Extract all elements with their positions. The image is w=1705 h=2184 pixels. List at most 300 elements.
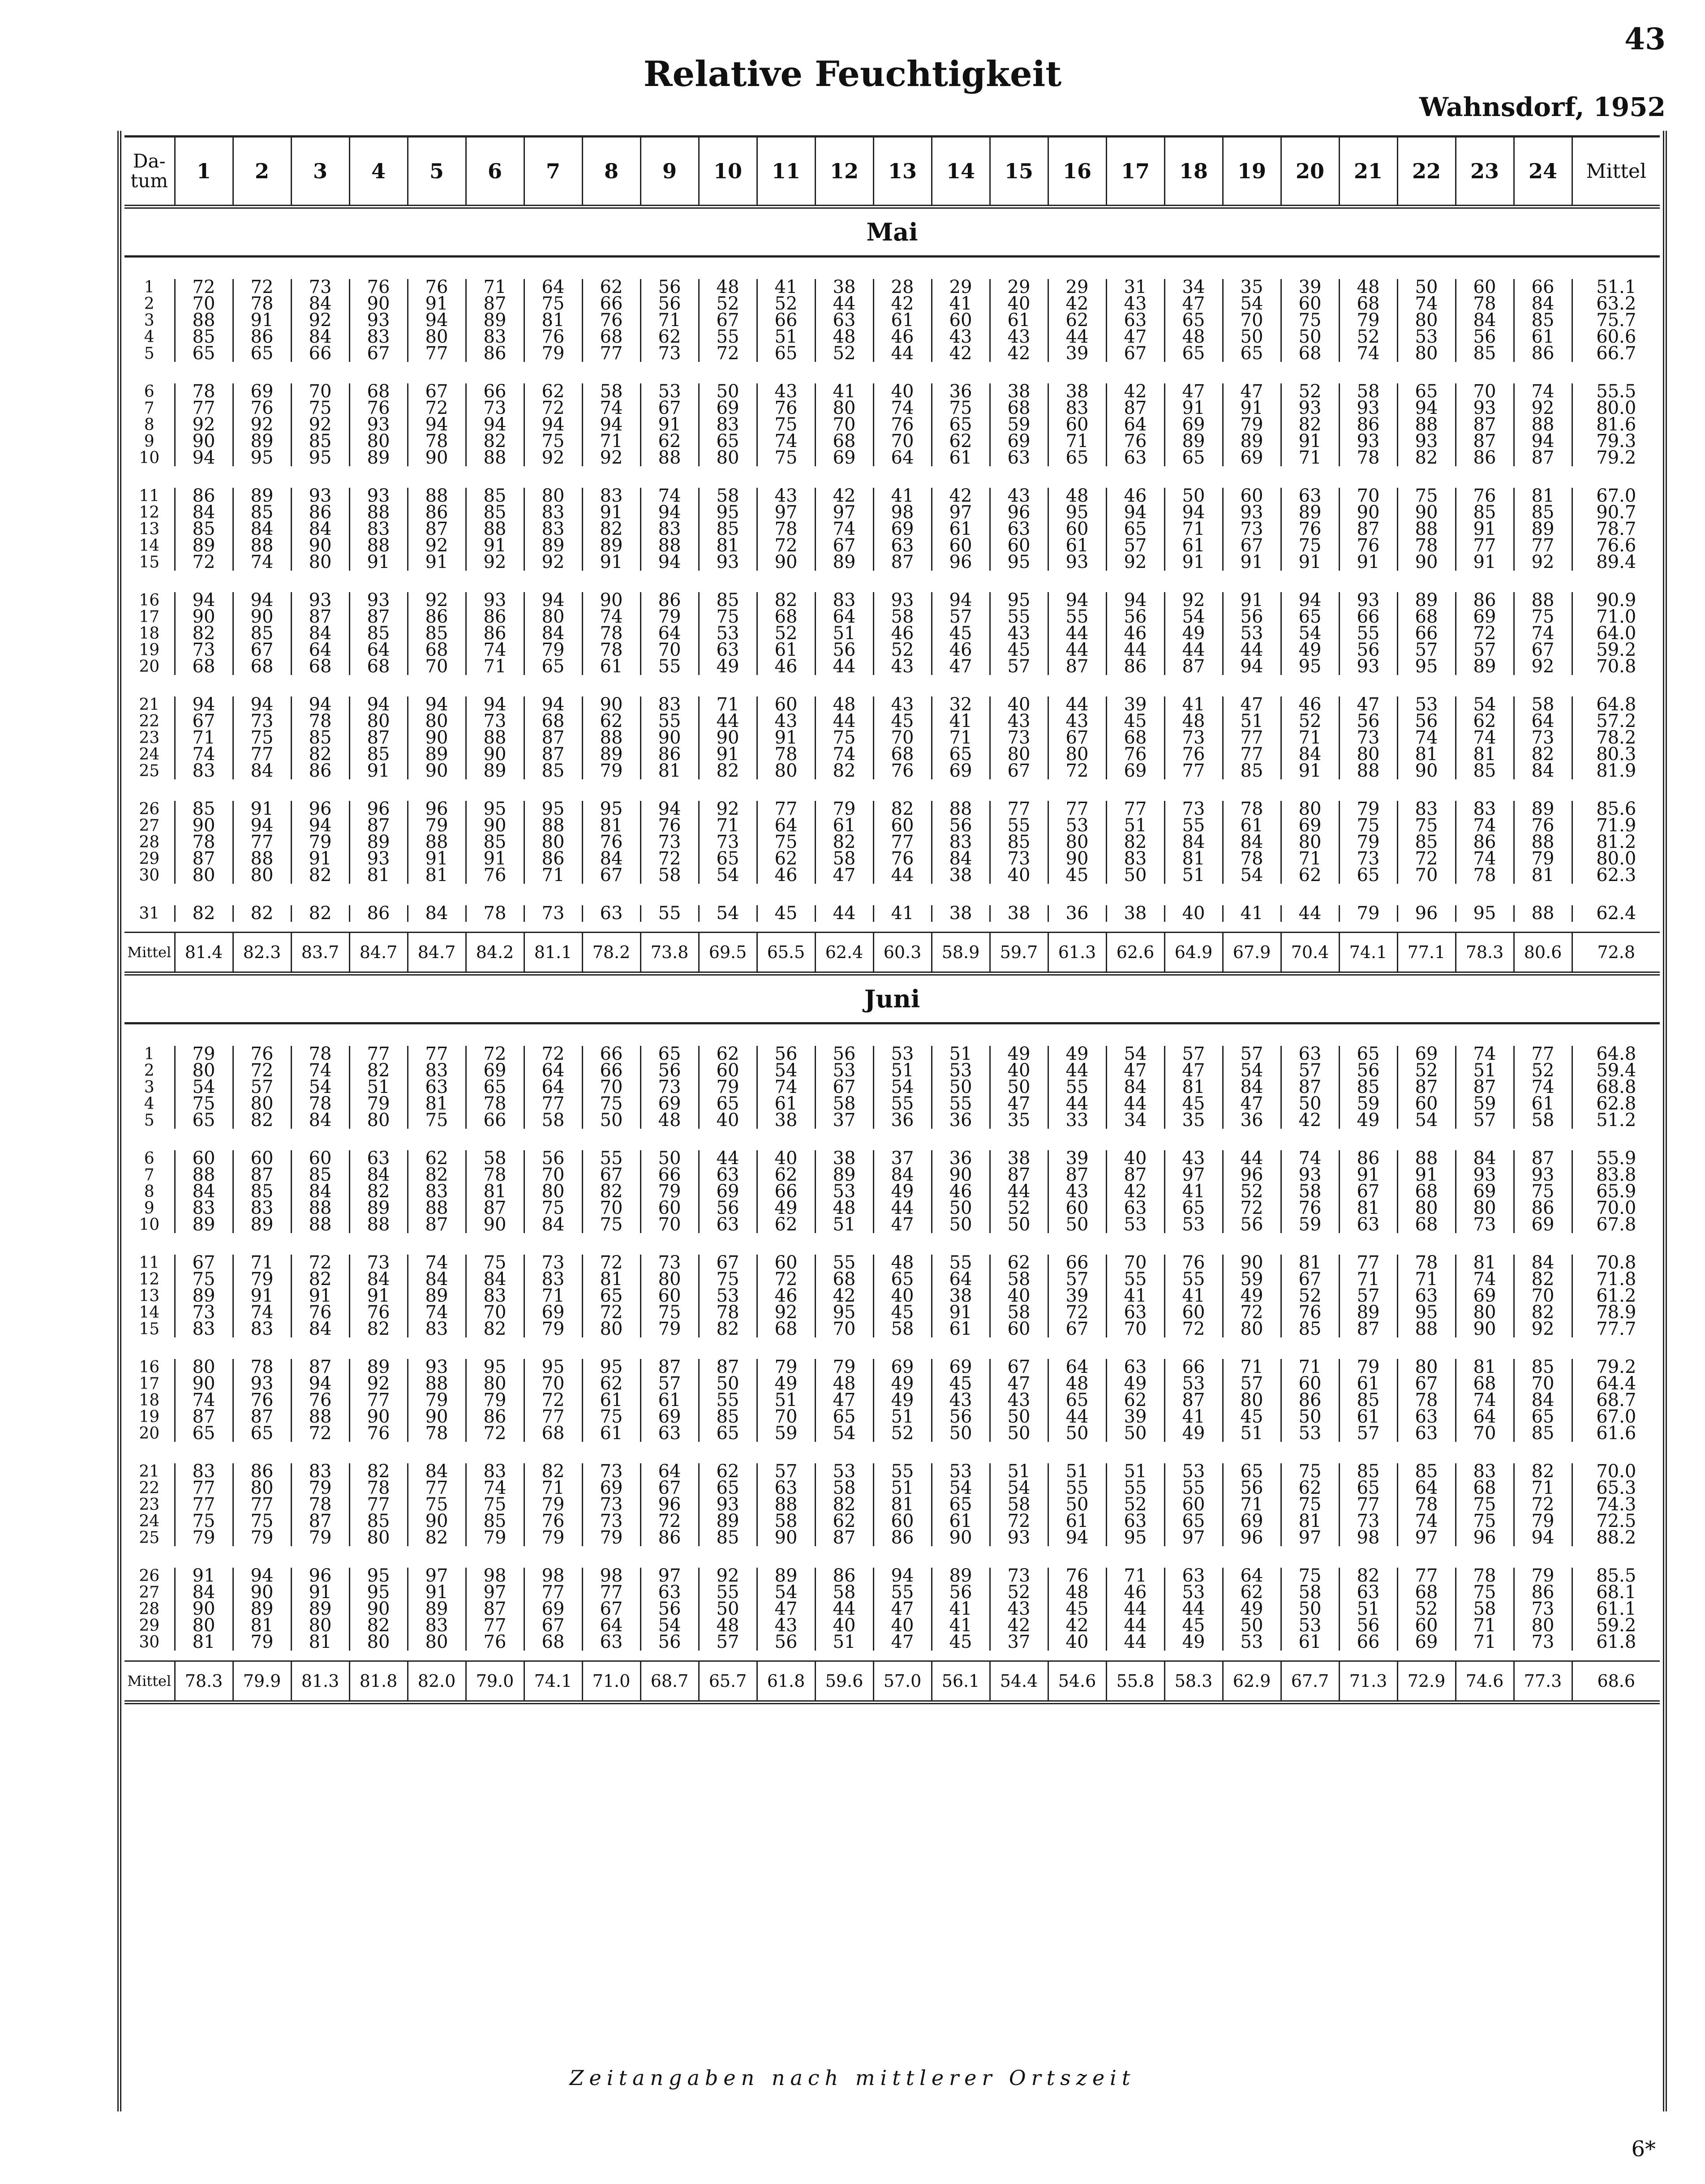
value-cell: 92 — [582, 450, 640, 466]
value-cell: 55 — [873, 1584, 932, 1601]
value-cell: 94 — [233, 1568, 291, 1584]
value-cell: 43 — [990, 329, 1048, 345]
value-cell: 49 — [873, 1376, 932, 1392]
value-cell: 69 — [1456, 1288, 1514, 1304]
value-cell: 39 — [1106, 696, 1164, 713]
value-cell: 82 — [699, 763, 757, 779]
value-cell: 97 — [932, 504, 990, 521]
value-cell: 47 — [1164, 383, 1223, 400]
value-cell: 96 — [1223, 1530, 1281, 1546]
value-cell: 80 — [524, 609, 582, 625]
value-cell: 80 — [175, 1359, 233, 1376]
value-cell: 87 — [1339, 1321, 1397, 1337]
daily-mean-cell: 55.9 — [1572, 1150, 1660, 1167]
value-cell: 81 — [175, 1634, 233, 1651]
value-cell: 85 — [175, 329, 233, 345]
value-cell: 76 — [291, 1392, 349, 1409]
value-cell: 77 — [990, 801, 1048, 817]
value-cell: 49 — [757, 1376, 815, 1392]
value-cell: 60 — [640, 1288, 699, 1304]
value-cell: 61 — [1514, 329, 1572, 345]
hourly-mean-cell: 59.7 — [990, 933, 1048, 974]
value-cell: 63 — [349, 1150, 408, 1167]
value-cell: 90 — [233, 1584, 291, 1601]
value-cell: 61 — [1339, 1409, 1397, 1425]
value-cell: 55 — [873, 1096, 932, 1112]
value-cell: 40 — [1164, 905, 1223, 922]
spacer-row — [125, 1702, 1660, 1754]
value-cell: 91 — [1223, 592, 1281, 609]
value-cell: 86 — [466, 625, 524, 642]
value-cell: 88 — [1397, 521, 1456, 537]
value-cell: 40 — [757, 1150, 815, 1167]
value-cell: 75 — [932, 400, 990, 417]
value-cell: 81 — [1456, 1255, 1514, 1271]
value-cell: 67 — [815, 537, 873, 554]
value-cell: 75 — [815, 730, 873, 746]
value-cell: 68 — [524, 1425, 582, 1442]
value-cell: 77 — [408, 1046, 466, 1062]
value-cell: 70 — [757, 1409, 815, 1425]
value-cell: 88 — [466, 521, 524, 537]
value-cell: 56 — [1339, 1062, 1397, 1079]
value-cell: 78 — [699, 1304, 757, 1321]
value-cell: 54 — [757, 1584, 815, 1601]
value-cell: 50 — [932, 1217, 990, 1233]
value-cell: 77 — [1339, 1496, 1397, 1513]
value-cell: 40 — [873, 383, 932, 400]
value-cell: 47 — [1339, 696, 1397, 713]
hour-header: 23 — [1456, 137, 1514, 207]
value-cell: 74 — [1456, 851, 1514, 867]
value-cell: 94 — [233, 696, 291, 713]
value-cell: 50 — [932, 1079, 990, 1096]
value-cell: 73 — [640, 345, 699, 362]
value-cell: 81 — [873, 1496, 932, 1513]
value-cell: 80 — [1281, 801, 1339, 817]
value-cell: 82 — [1106, 834, 1164, 851]
value-cell: 76 — [233, 1046, 291, 1062]
value-cell: 44 — [1048, 1096, 1106, 1112]
value-cell: 84 — [466, 1271, 524, 1288]
value-cell: 87 — [349, 609, 408, 625]
value-cell: 47 — [932, 658, 990, 675]
value-cell: 72 — [757, 1271, 815, 1288]
value-cell: 94 — [582, 417, 640, 433]
value-cell: 75 — [1514, 1183, 1572, 1200]
value-cell: 71 — [1106, 1568, 1164, 1584]
date-cell: 9 — [144, 1199, 155, 1217]
value-cell: 83 — [233, 1321, 291, 1337]
value-cell: 95 — [524, 1359, 582, 1376]
value-cell: 94 — [291, 817, 349, 834]
value-cell: 92 — [408, 592, 466, 609]
daily-mean-cell: 64.0 — [1572, 625, 1660, 642]
value-cell: 84 — [291, 1321, 349, 1337]
value-cell: 82 — [873, 801, 932, 817]
value-cell: 90 — [757, 1530, 815, 1546]
value-cell: 71 — [640, 312, 699, 329]
value-cell: 54 — [1164, 609, 1223, 625]
date-cell: 10 — [139, 449, 160, 467]
value-cell: 78 — [757, 746, 815, 763]
daily-mean-cell: 55.5 — [1572, 383, 1660, 400]
value-cell: 39 — [1048, 1150, 1106, 1167]
spacer-cell — [125, 1337, 1660, 1359]
value-cell: 83 — [524, 1271, 582, 1288]
value-cell: 89 — [582, 537, 640, 554]
daily-mean-cell: 62.4 — [1572, 905, 1660, 922]
value-cell: 63 — [699, 1217, 757, 1233]
value-cell: 74 — [873, 400, 932, 417]
value-cell: 65 — [1339, 1046, 1397, 1062]
value-cell: 65 — [1164, 1200, 1223, 1217]
value-cell: 74 — [1456, 1271, 1514, 1288]
value-cell: 60 — [932, 537, 990, 554]
value-cell: 41 — [757, 279, 815, 296]
value-cell: 93 — [1456, 1167, 1514, 1183]
daily-mean-cell: 78.9 — [1572, 1304, 1660, 1321]
value-cell: 92 — [524, 450, 582, 466]
value-cell: 70 — [815, 1321, 873, 1337]
value-cell: 44 — [699, 1150, 757, 1167]
value-cell: 55 — [932, 1255, 990, 1271]
spacer-cell — [125, 1702, 1660, 1754]
value-cell: 86 — [640, 1530, 699, 1546]
value-cell: 67 — [699, 1255, 757, 1271]
value-cell: 47 — [815, 867, 873, 884]
value-cell: 89 — [932, 1568, 990, 1584]
value-cell: 97 — [1164, 1530, 1223, 1546]
value-cell: 93 — [699, 554, 757, 571]
value-cell: 95 — [990, 554, 1048, 571]
value-cell: 74 — [815, 521, 873, 537]
value-cell: 81 — [1164, 851, 1223, 867]
value-cell: 56 — [932, 1584, 990, 1601]
value-cell: 92 — [757, 1304, 815, 1321]
value-cell: 39 — [1048, 1288, 1106, 1304]
value-cell: 82 — [1397, 450, 1456, 466]
value-cell: 47 — [1164, 296, 1223, 312]
header-row — [125, 137, 1660, 207]
date-cell: 27 — [139, 1583, 160, 1602]
value-cell: 51 — [1456, 1062, 1514, 1079]
value-cell: 53 — [1106, 1217, 1164, 1233]
value-cell: 97 — [640, 1568, 699, 1584]
value-cell: 77 — [582, 345, 640, 362]
value-cell: 57 — [1339, 1288, 1397, 1304]
value-cell: 76 — [873, 417, 932, 433]
value-cell: 71 — [1048, 433, 1106, 450]
value-cell: 92 — [1514, 1321, 1572, 1337]
value-cell: 87 — [1048, 1167, 1106, 1183]
value-cell: 69 — [1223, 450, 1281, 466]
value-cell: 74 — [640, 488, 699, 504]
value-cell: 54 — [699, 867, 757, 884]
value-cell: 67 — [990, 763, 1048, 779]
value-cell: 62 — [757, 851, 815, 867]
value-cell: 78 — [291, 1096, 349, 1112]
value-cell: 82 — [466, 1321, 524, 1337]
date-cell: 5 — [144, 344, 155, 363]
daily-mean-cell: 77.7 — [1572, 1321, 1660, 1337]
daily-mean-cell: 64.8 — [1572, 696, 1660, 713]
value-cell: 44 — [1164, 1601, 1223, 1617]
value-cell: 42 — [1281, 1112, 1339, 1129]
value-cell: 73 — [990, 1568, 1048, 1584]
value-cell: 47 — [873, 1217, 932, 1233]
value-cell: 75 — [1514, 609, 1572, 625]
value-cell: 91 — [1339, 1167, 1397, 1183]
hourly-mean-cell: 77.3 — [1514, 1661, 1572, 1702]
daily-mean-cell: 85.6 — [1572, 801, 1660, 817]
value-cell: 44 — [699, 713, 757, 730]
value-cell: 90 — [466, 746, 524, 763]
value-cell: 91 — [1281, 763, 1339, 779]
value-cell: 90 — [291, 537, 349, 554]
value-cell: 58 — [815, 851, 873, 867]
value-cell: 96 — [932, 554, 990, 571]
value-cell: 96 — [1456, 1530, 1514, 1546]
value-cell: 49 — [1164, 1425, 1223, 1442]
value-cell: 77 — [1164, 763, 1223, 779]
value-cell: 50 — [990, 1079, 1048, 1096]
value-cell: 71 — [1223, 1496, 1281, 1513]
value-cell: 81 — [466, 1183, 524, 1200]
value-cell: 38 — [990, 905, 1048, 922]
value-cell: 62 — [699, 1463, 757, 1480]
value-cell: 77 — [524, 1584, 582, 1601]
hourly-mean-cell: 70.4 — [1281, 933, 1339, 974]
value-cell: 92 — [175, 417, 233, 433]
value-cell: 72 — [291, 1425, 349, 1442]
value-cell: 91 — [1397, 1167, 1456, 1183]
value-cell: 68 — [1106, 730, 1164, 746]
value-cell: 88 — [349, 537, 408, 554]
spacer-cell — [125, 675, 1660, 696]
value-cell: 54 — [175, 1079, 233, 1096]
value-cell: 69 — [990, 433, 1048, 450]
value-cell: 89 — [699, 1513, 757, 1530]
spacer-row — [125, 257, 1660, 279]
value-cell: 71 — [1514, 1480, 1572, 1496]
value-cell: 51 — [873, 1062, 932, 1079]
value-cell: 74 — [582, 400, 640, 417]
value-cell: 83 — [932, 834, 990, 851]
value-cell: 86 — [1339, 1150, 1397, 1167]
date-cell: 14 — [139, 1303, 160, 1322]
value-cell: 53 — [699, 625, 757, 642]
value-cell: 79 — [524, 1321, 582, 1337]
value-cell: 70 — [640, 642, 699, 658]
value-cell: 64 — [1456, 1409, 1514, 1425]
value-cell: 94 — [640, 554, 699, 571]
value-cell: 55 — [815, 1255, 873, 1271]
value-cell: 86 — [175, 488, 233, 504]
value-cell: 43 — [990, 488, 1048, 504]
value-cell: 87 — [524, 730, 582, 746]
value-cell: 65 — [1339, 1480, 1397, 1496]
value-cell: 95 — [699, 504, 757, 521]
daily-mean-cell: 51.2 — [1572, 1112, 1660, 1129]
value-cell: 58 — [1339, 383, 1397, 400]
value-cell: 90 — [932, 1167, 990, 1183]
hour-header: 18 — [1164, 137, 1223, 207]
value-cell: 83 — [349, 329, 408, 345]
value-cell: 87 — [640, 1359, 699, 1376]
value-cell: 70 — [1456, 1425, 1514, 1442]
value-cell: 81 — [1397, 746, 1456, 763]
value-cell: 63 — [1281, 488, 1339, 504]
value-cell: 51 — [815, 625, 873, 642]
value-cell: 77 — [1514, 537, 1572, 554]
daily-mean-cell: 76.6 — [1572, 537, 1660, 554]
value-cell: 55 — [699, 1584, 757, 1601]
value-cell: 91 — [1339, 554, 1397, 571]
value-cell: 69 — [1164, 417, 1223, 433]
hourly-mean-cell: 61.8 — [757, 1661, 815, 1702]
value-cell: 41 — [1164, 696, 1223, 713]
value-cell: 51 — [1164, 867, 1223, 884]
spacer-cell — [125, 1023, 1660, 1046]
value-cell: 48 — [1048, 488, 1106, 504]
value-cell: 50 — [699, 383, 757, 400]
value-cell: 82 — [291, 746, 349, 763]
value-cell: 51 — [815, 1217, 873, 1233]
value-cell: 69 — [1223, 1513, 1281, 1530]
value-cell: 46 — [757, 1288, 815, 1304]
date-cell: 4 — [144, 328, 155, 346]
value-cell: 79 — [1514, 1513, 1572, 1530]
value-cell: 78 — [582, 625, 640, 642]
table-row — [125, 867, 1660, 884]
value-cell: 44 — [873, 1200, 932, 1217]
value-cell: 56 — [699, 1200, 757, 1217]
value-cell: 98 — [466, 1568, 524, 1584]
daily-mean-cell: 59.2 — [1572, 1617, 1660, 1634]
value-cell: 50 — [1223, 1617, 1281, 1634]
value-cell: 90 — [408, 730, 466, 746]
daily-mean-cell: 68.7 — [1572, 1392, 1660, 1409]
value-cell: 53 — [1397, 329, 1456, 345]
value-cell: 56 — [1223, 1217, 1281, 1233]
value-cell: 57 — [1456, 1112, 1514, 1129]
value-cell: 59 — [1281, 1217, 1339, 1233]
value-cell: 81 — [582, 1271, 640, 1288]
value-cell: 65 — [699, 1425, 757, 1442]
value-cell: 65 — [524, 658, 582, 675]
value-cell: 63 — [873, 537, 932, 554]
value-cell: 90 — [175, 433, 233, 450]
value-cell: 63 — [582, 1634, 640, 1651]
value-cell: 68 — [1456, 1480, 1514, 1496]
value-cell: 38 — [990, 383, 1048, 400]
value-cell: 70 — [640, 1217, 699, 1233]
value-cell: 60 — [873, 1513, 932, 1530]
value-cell: 83 — [408, 1321, 466, 1337]
value-cell: 90 — [349, 1601, 408, 1617]
value-cell: 83 — [1106, 851, 1164, 867]
value-cell: 87 — [175, 851, 233, 867]
value-cell: 54 — [640, 1617, 699, 1634]
value-cell: 82 — [349, 1062, 408, 1079]
value-cell: 50 — [582, 1112, 640, 1129]
value-cell: 89 — [408, 1288, 466, 1304]
page-number: 43 — [1624, 21, 1666, 56]
value-cell: 43 — [990, 625, 1048, 642]
value-cell: 61 — [757, 1096, 815, 1112]
value-cell: 64 — [524, 1079, 582, 1096]
value-cell: 84 — [1106, 1079, 1164, 1096]
value-cell: 41 — [932, 1617, 990, 1634]
value-cell: 89 — [233, 1601, 291, 1617]
daily-mean-cell: 70.8 — [1572, 658, 1660, 675]
value-cell: 55 — [1339, 625, 1397, 642]
value-cell: 73 — [1339, 851, 1397, 867]
value-cell: 70 — [1339, 488, 1397, 504]
value-cell: 63 — [1164, 1568, 1223, 1584]
value-cell: 73 — [1223, 521, 1281, 537]
value-cell: 80 — [1397, 345, 1456, 362]
value-cell: 82 — [291, 1271, 349, 1288]
value-cell: 80 — [1281, 834, 1339, 851]
value-cell: 73 — [233, 713, 291, 730]
value-cell: 61 — [932, 1321, 990, 1337]
value-cell: 87 — [175, 1409, 233, 1425]
value-cell: 40 — [1048, 1634, 1106, 1651]
spacer-cell — [125, 1546, 1660, 1568]
value-cell: 65 — [175, 1112, 233, 1129]
value-cell: 94 — [408, 312, 466, 329]
value-cell: 54 — [291, 1079, 349, 1096]
value-cell: 37 — [873, 1150, 932, 1167]
value-cell: 61 — [582, 1425, 640, 1442]
value-cell: 88 — [233, 851, 291, 867]
value-cell: 47 — [1223, 696, 1281, 713]
value-cell: 58 — [757, 1513, 815, 1530]
daily-mean-cell: 78.7 — [1572, 521, 1660, 537]
value-cell: 57 — [640, 1376, 699, 1392]
value-cell: 80 — [349, 1112, 408, 1129]
overall-mean-cell: 72.8 — [1572, 933, 1660, 974]
date-header-part-1: Da- — [133, 150, 166, 172]
value-cell: 83 — [1397, 801, 1456, 817]
value-cell: 87 — [291, 609, 349, 625]
value-cell: 87 — [1106, 1167, 1164, 1183]
value-cell: 43 — [932, 1392, 990, 1409]
value-cell: 87 — [291, 1513, 349, 1530]
spacer-row — [125, 1337, 1660, 1359]
hourly-mean-cell: 69.5 — [699, 933, 757, 974]
value-cell: 79 — [1339, 905, 1397, 922]
value-cell: 92 — [1514, 658, 1572, 675]
value-cell: 81 — [1456, 1359, 1514, 1376]
value-cell: 79 — [1339, 1359, 1397, 1376]
value-cell: 37 — [990, 1634, 1048, 1651]
value-cell: 93 — [1223, 504, 1281, 521]
value-cell: 51 — [1339, 1601, 1397, 1617]
value-cell: 57 — [1223, 1376, 1281, 1392]
value-cell: 60 — [1223, 488, 1281, 504]
value-cell: 98 — [1339, 1530, 1397, 1546]
value-cell: 83 — [466, 1288, 524, 1304]
value-cell: 87 — [990, 1167, 1048, 1183]
value-cell: 72 — [1514, 1496, 1572, 1513]
value-cell: 71 — [233, 1255, 291, 1271]
value-cell: 75 — [1281, 1463, 1339, 1480]
value-cell: 55 — [582, 1150, 640, 1167]
value-cell: 72 — [582, 1304, 640, 1321]
